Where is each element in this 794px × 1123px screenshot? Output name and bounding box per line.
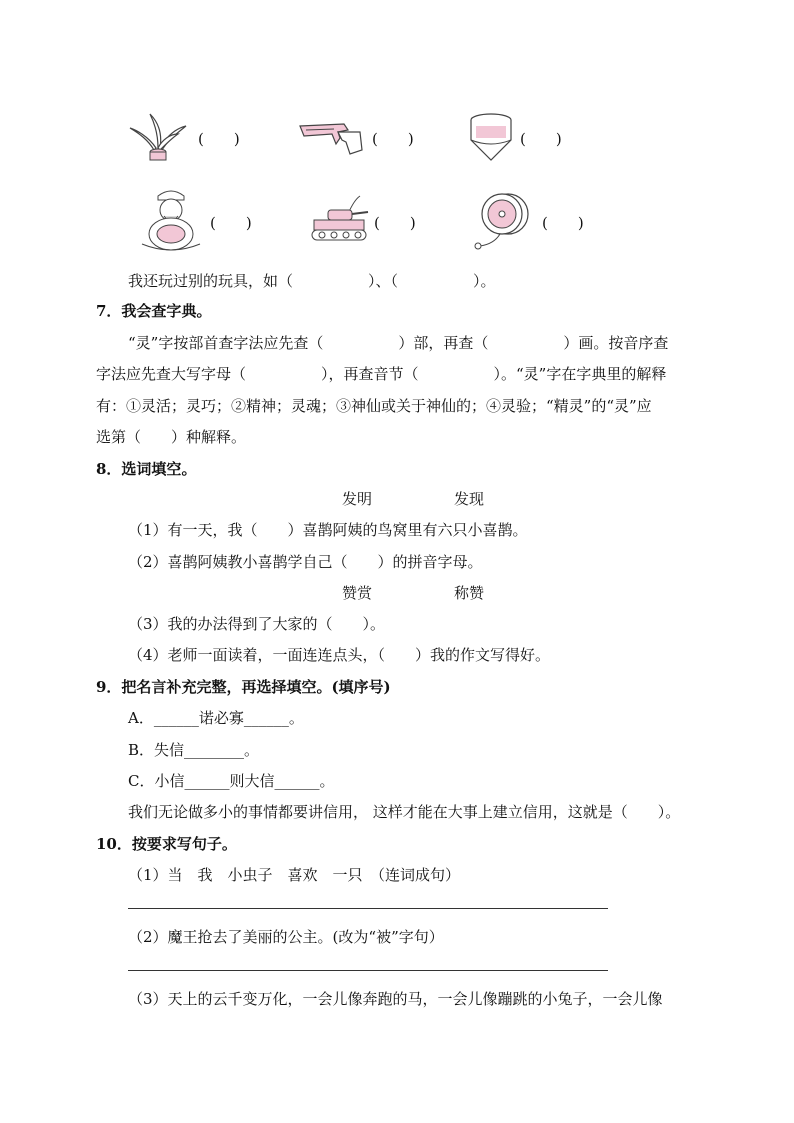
q8-word-option-3: 赞赏 (342, 584, 373, 602)
q8-sentence-4: （4）老师一面读着，一面连连点头，（ ）我的作文写得好。 (128, 646, 551, 664)
toy-answer-paren-2[interactable]: ( ) (372, 130, 414, 148)
q8-word-option-2: 发现 (454, 490, 485, 508)
tumbler-doll-icon (140, 186, 202, 252)
toy-answer-paren-5[interactable]: ( ) (374, 214, 416, 232)
q7-line-3: 有：①灵活；灵巧；②精神；灵魂；③神仙或关于神仙的；④灵验；“精灵”的“灵”应 (96, 397, 652, 415)
toy-gun-icon (298, 120, 364, 156)
q7-line-1: “灵”字按部首查字法应先查（ ）部，再查（ ）画。按音序查 (128, 334, 669, 352)
q8-sentence-3: （3）我的办法得到了大家的（ ）。 (128, 615, 386, 633)
q9-title: 9．把名言补充完整，再选择填空。(填序号) (96, 678, 391, 696)
toy-answer-paren-3[interactable]: ( ) (520, 130, 562, 148)
toy-answer-paren-6[interactable]: ( ) (542, 214, 584, 232)
q9-option-c: C．小信______则大信______。 (128, 772, 335, 790)
q8-sentence-1: （1）有一天，我（ ）喜鹊阿姨的鸟窝里有六只小喜鹊。 (128, 521, 528, 539)
other-toys-line: 我还玩过别的玩具，如（ ）、（ ）。 (128, 272, 496, 290)
toy-tank-icon (308, 194, 372, 244)
q10-title: 10．按要求写句子。 (96, 835, 237, 853)
yoyo-icon (470, 190, 538, 252)
q8-word-option-4: 称赞 (454, 584, 485, 602)
plant-toy-icon (128, 112, 188, 164)
q10-answer-line-2[interactable] (128, 970, 608, 971)
q9-option-b: B．失信________。 (128, 741, 260, 759)
q7-line-2: 字法应先查大写字母（ ），再查音节（ ）。“灵”字在字典里的解释 (96, 365, 667, 383)
q10-answer-line-1[interactable] (128, 908, 608, 909)
q10-sentence-1: （1）当 我 小虫子 喜欢 一只 （连词成句） (128, 866, 461, 884)
q7-line-4: 选第（ ）种解释。 (96, 428, 247, 446)
q8-sentence-2: （2）喜鹊阿姨教小喜鹊学自己（ ）的拼音字母。 (128, 553, 483, 571)
q7-title: 7．我会查字典。 (96, 302, 212, 320)
toy-answer-paren-1[interactable]: ( ) (198, 130, 240, 148)
q8-title: 8．选词填空。 (96, 460, 197, 478)
q10-sentence-2: （2）魔王抢去了美丽的公主。(改为“被”字句） (128, 928, 444, 946)
toy-answer-paren-4[interactable]: ( ) (210, 214, 252, 232)
q10-sentence-3: （3）天上的云千变万化，一会儿像奔跑的马，一会儿像蹦跳的小兔子，一会儿像 (128, 990, 663, 1008)
spinning-top-icon (468, 112, 514, 162)
q8-word-option-1: 发明 (342, 490, 373, 508)
q9-question: 我们无论做多小的事情都要讲信用， 这样才能在大事上建立信用，这就是（ ）。 (128, 803, 681, 821)
q9-option-a: A．______诺必寡______。 (128, 709, 304, 727)
